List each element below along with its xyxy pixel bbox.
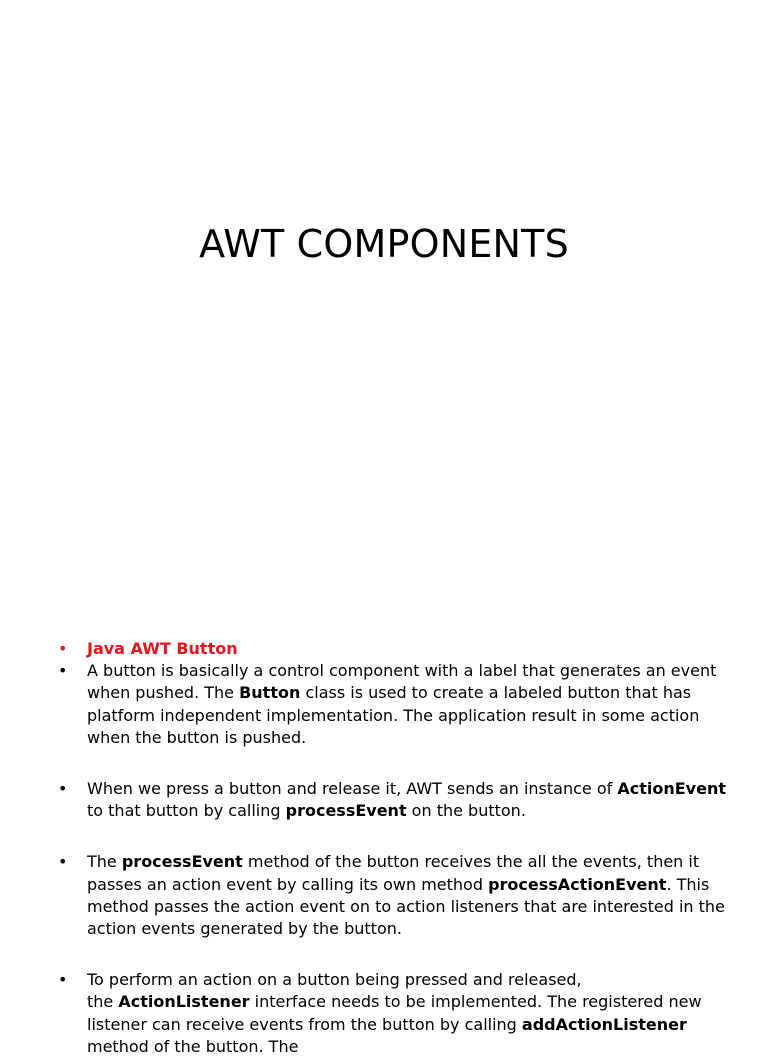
slide-title: AWT COMPONENTS <box>199 222 569 266</box>
bullet-item-text: A button is basically a control component with a label that generates an event when pushed. The Button class is used to create a labeled button that has platform independent implementation. The application result in some action when the button is pushed. <box>87 661 717 747</box>
bullet-item-text: The processEvent method of the button receives the all the events, then it passes an action event by calling its own method processActionEvent. This method passes the action event on to action listeners that are interested in the action events generated by the button. <box>87 852 725 939</box>
bullet-heading <box>58 638 738 660</box>
bullet-heading-text: Java AWT Button <box>87 639 238 658</box>
bullet-item-text: To perform an action on a button being pressed and released, the ActionListener interface needs to be implemented. The registered new listener can receive events from the button by calling addActionListener method of the button. The <box>87 970 702 1056</box>
bullet-icon: • <box>58 970 68 990</box>
bullet-item <box>58 969 738 1058</box>
bold-term: processActionEvent <box>488 874 667 894</box>
bold-term: ActionEvent <box>617 779 726 799</box>
bullet-icon: • <box>58 852 68 872</box>
bullet-icon: • <box>58 661 68 681</box>
bullet-list <box>58 638 738 1058</box>
bullet-item-text: When we press a button and release it, AWT sends an instance of ActionEvent to that button by calling processEvent on the button. <box>87 779 726 821</box>
bold-term: processEvent <box>121 852 243 872</box>
bullet-item <box>58 778 738 822</box>
bold-term: processEvent <box>285 801 407 821</box>
bullet-icon: • <box>58 779 68 799</box>
bullet-item <box>58 660 738 749</box>
bullet-item <box>58 851 738 940</box>
bold-term: addActionListener <box>521 1014 687 1034</box>
bold-term: Button <box>239 683 301 703</box>
bold-term: ActionListener <box>118 992 250 1012</box>
bullet-icon: • <box>58 639 68 658</box>
